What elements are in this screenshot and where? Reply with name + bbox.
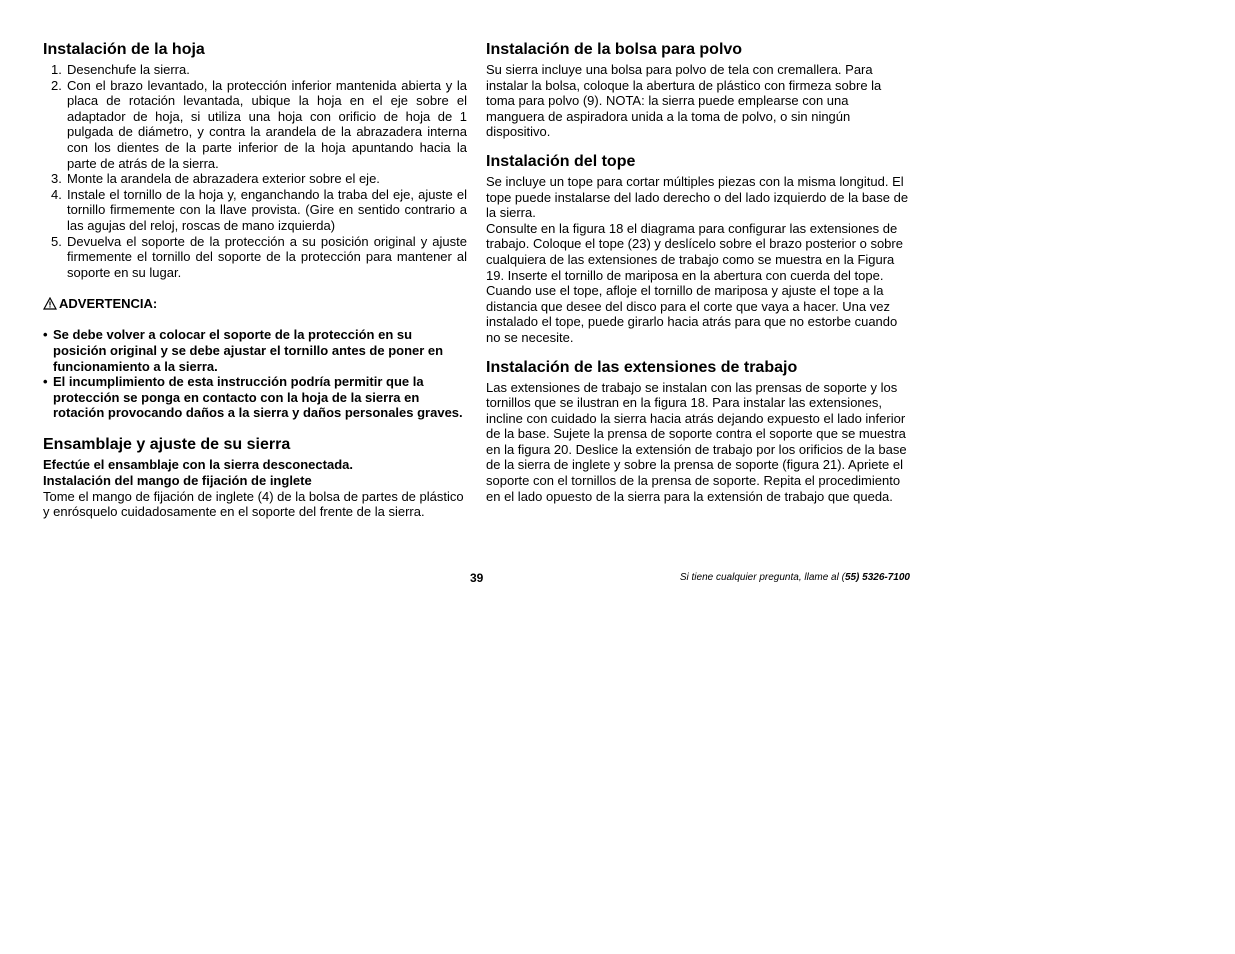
step-number: 3.: [51, 171, 62, 187]
work-extensions-heading: Instalación de las extensiones de trabajo: [486, 358, 798, 376]
work-extensions-text: Las extensiones de trabajo se instalan con las prensas de soporte y los tornillos que se ilustran en la figura 18. Para instalar las extensiones, incline con cuidado la sierra hacia atrás dejando expuesto el lado inferior de la base. Sujete la prensa de soporte contra el soporte que se muestra en la figura 20. Deslice la extensión de trabajo por los orificios de la base de la sierra de inglete y sobre la prensa de soporte (figura 21). Apriete el soporte con el tornillos de la prensa de soporte. Repita el procedimiento en el lado opuesto de la sierra para la extensión de trabajo que queda.: [486, 379, 907, 504]
step-text: Con el brazo levantado, la protección inferior mantenida abierta y la placa de rotación levantada, ubique la hoja en el eje sobre el adaptador de hoja, si utiliza una hoja con orificio de hoja de 1 pulgada de diámetro, y contra la arandela de la abrazadera interna con los dientes de la parte inferior de la hoja apuntando hacia la parte de atrás de la sierra.: [67, 77, 467, 171]
stop-text-intro: Se incluye un tope para cortar múltiples piezas con la misma longitud. El tope puede instalarse del lado derecho o del lado izquierdo de la base de la sierra.: [486, 173, 909, 221]
list-item: [43, 78, 467, 172]
stop-text-details: Consulte en la figura 18 el diagrama para configurar las extensiones de trabajo. Coloque el tope (23) y deslícelo sobre el brazo posterior o sobre cualquiera de las extensiones de trabajo como se muestra en la Figura 19. Inserte el tornillo de mariposa en la abertura con cuerda del tope. Cuando use el tope, afloje el tornillo de mariposa y ajuste el tope a la distancia que desee del disco para el corte que vaya a hacer. Una vez instalado el tope, puede girarlo hacia atrás para que no estorbe cuando no se necesite.: [486, 220, 903, 345]
handle-installation-subheading: Instalación del mango de fijación de inglete: [43, 472, 312, 488]
assembly-heading: Ensamblaje y ajuste de su sierra: [43, 435, 291, 453]
step-number: 5.: [51, 233, 62, 249]
list-item: [43, 62, 467, 78]
step-text: Desenchufe la sierra.: [67, 62, 190, 77]
handle-installation-text: Tome el mango de fijación de inglete (4) de la bolsa de partes de plástico y enrósquelo cuidadosamente en el soporte del frente de la sierra.: [43, 488, 464, 520]
help-phone: 55) 5326-7100: [844, 572, 910, 583]
warning-text: Se debe volver a colocar el soporte de la protección en su posición original y se debe ajustar el tornillo antes de poner en funcionamiento a la sierra.: [53, 327, 444, 374]
dust-bag-text: Su sierra incluye una bolsa para polvo de tela con cremallera. Para instalar la bolsa, coloque la abertura de plástico con firmeza sobre la toma para polvo (9). NOTA: la sierra puede emplearse con una manguera de aspiradora unida a la toma de polvo, o sin ningún dispositivo.: [486, 62, 882, 140]
warning-list: [43, 327, 467, 421]
list-item: [43, 327, 467, 374]
list-item: [43, 187, 467, 234]
blade-installation-heading: Instalación de la hoja: [43, 41, 205, 58]
step-number: 1.: [51, 62, 62, 77]
left-column: [43, 40, 467, 520]
list-item: [43, 234, 467, 281]
stop-heading: Instalación del tope: [486, 152, 636, 170]
help-line: [680, 572, 910, 583]
list-item: [43, 374, 467, 421]
step-number: 4.: [51, 186, 62, 202]
dust-bag-heading: Instalación de la bolsa para polvo: [486, 41, 743, 58]
bullet-icon: •: [43, 374, 48, 390]
step-text: Monte la arandela de abrazadera exterior sobre el eje.: [67, 171, 380, 187]
step-text: Instale el tornillo de la hoja y, enganchando la traba del eje, ajuste el tornillo firmemente con la llave provista. (Gire en sentido contrario a las agujas del reloj, roscas de mano izquierda): [67, 186, 467, 233]
warning-triangle-icon: [43, 297, 57, 310]
warning-heading: [43, 296, 467, 311]
step-text: Devuelva el soporte de la protección a su posición original y ajuste firmemente el tornillo del soporte de la protección para mantener al soporte en su lugar.: [67, 233, 467, 280]
blade-steps-list: [43, 62, 467, 280]
list-item: [43, 171, 467, 187]
warning-label: ADVERTENCIA:: [59, 296, 158, 312]
step-number: 2.: [51, 77, 62, 93]
assembly-note: Efectúe el ensamblaje con la sierra desconectada.: [43, 456, 353, 472]
warning-text: El incumplimiento de esta instrucción podría permitir que la protección se ponga en contacto con la hoja de la sierra en rotación provocando daños a la sierra y daños personales graves.: [53, 374, 463, 421]
help-line-text: Si tiene cualquier pregunta, llame al (: [679, 572, 845, 583]
right-column: [486, 40, 910, 504]
page-number: 39: [470, 571, 484, 585]
bullet-icon: •: [43, 327, 48, 343]
